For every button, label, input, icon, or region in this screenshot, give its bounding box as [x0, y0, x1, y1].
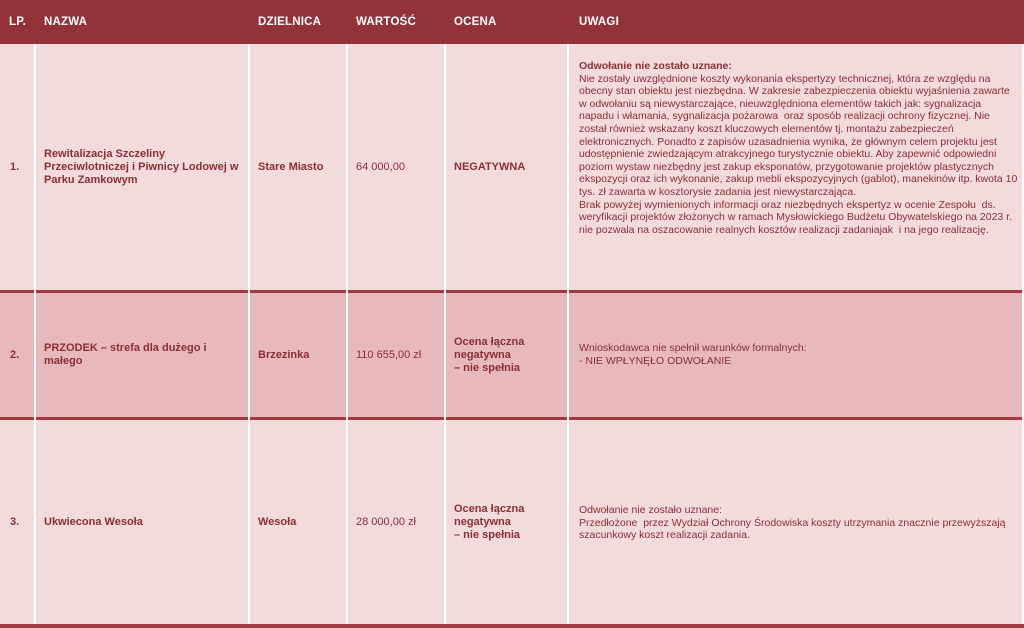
header-uwagi: UWAGI [579, 16, 619, 28]
column-divider [346, 44, 348, 624]
row1-uwagi [579, 60, 1019, 236]
table-bottom-border [0, 624, 1024, 628]
column-divider [444, 44, 446, 624]
column-divider [248, 44, 250, 624]
row2-ocena: Ocena łączna negatywna – nie spełnia [454, 335, 525, 374]
row3-ocena: Ocena łączna negatywna – nie spełnia [454, 502, 525, 541]
row3-uwagi [579, 504, 1019, 542]
row2-uwagi [579, 342, 1019, 367]
header-wartosc: WARTOŚĆ [356, 16, 416, 28]
header-dzielnica: DZIELNICA [258, 16, 322, 28]
row2-wartosc: 110 655,00 zł [356, 348, 422, 361]
row1-lp: 1. [10, 160, 20, 173]
row3-uwagi-body: Odwołanie nie zostało uznane: Przedłożone przez Wydział Ochrony Środowiska koszty utrzymania znacznie przewyższają szacunkowy koszt realizacji zadania. [579, 504, 1006, 542]
column-divider [567, 44, 569, 624]
header-ocena: OCENA [454, 16, 497, 28]
header-nazwa: NAZWA [44, 16, 88, 28]
row3-nazwa: Ukwiecona Wesoła [44, 515, 143, 528]
row2-nazwa: PRZODEK – strefa dla dużego i małego [44, 342, 207, 367]
table-header [0, 0, 1024, 44]
row2-uwagi-body: Wnioskodawca nie spełnił warunków formalnych: - NIE WPŁYNĘŁO ODWOŁANIE [579, 342, 807, 367]
row1-wartosc: 64 000,00 [356, 160, 405, 173]
row3-dzielnica: Wesoła [258, 515, 297, 528]
row1-uwagi-title: Odwołanie nie zostało uznane: [579, 60, 732, 72]
row1-ocena: NEGATYWNA [454, 160, 526, 173]
row1-dzielnica: Stare Miasto [258, 160, 324, 173]
row1-uwagi-body: Nie zostały uwzględnione koszty wykonania ekspertyzy technicznej, która ze względu na obecny stan obiektu jest niezbędna. W zakresie zabezpieczenia obiektu wyjaśnienia zawarte w odwołaniu są niewystarczające, nieuwzględniona elementów takich jak: sygnalizacja napadu i włamania, sygnalizacja pożarowa oraz sposób realizacji ochrony fizycznej. Nie został również wskazany koszt kluczowych elementów tj. montażu zabezpieczeń elektronicznych. Ponadto z zapisów uzasadnienia wynika, że głównym celem projektu jest udostępnienie zwiedzającym atrakcyjnego turystycznie obiektu. Aby zapewnić odpowiedni poziom wystaw niezbędny jest zakup eksponatów, przygotowanie projektów plastycznych ekspozycji oraz ich wykonanie, zakup mebli ekspozycyjnych (gablot), manekinów itp. kwota 10 tys. zł zawarta w kosztorysie zadania jest niewystarczająca. Brak powyżej wymienionych informacji oraz niezbędnych ekspertyz w ocenie Zespołu ds. weryfikacji projektów złożonych w ramach Mysłowickiego Budżetu Obywatelskiego na 2023 r. nie pozwala na oszacowanie realnych kosztów realizacji zadaniajak i na jego realizację. [579, 72, 1018, 236]
row3-lp: 3. [10, 515, 20, 528]
row2-lp: 2. [10, 348, 20, 361]
row2-dzielnica: Brzezinka [258, 348, 310, 361]
row3-wartosc: 28 000,00 zł [356, 515, 416, 528]
header-lp: LP. [9, 16, 27, 28]
row1-nazwa: Rewitalizacja Szczeliny Przeciwlotniczej i Piwnicy Lodowej w Parku Zamkowym [44, 147, 239, 186]
column-divider [34, 44, 36, 624]
